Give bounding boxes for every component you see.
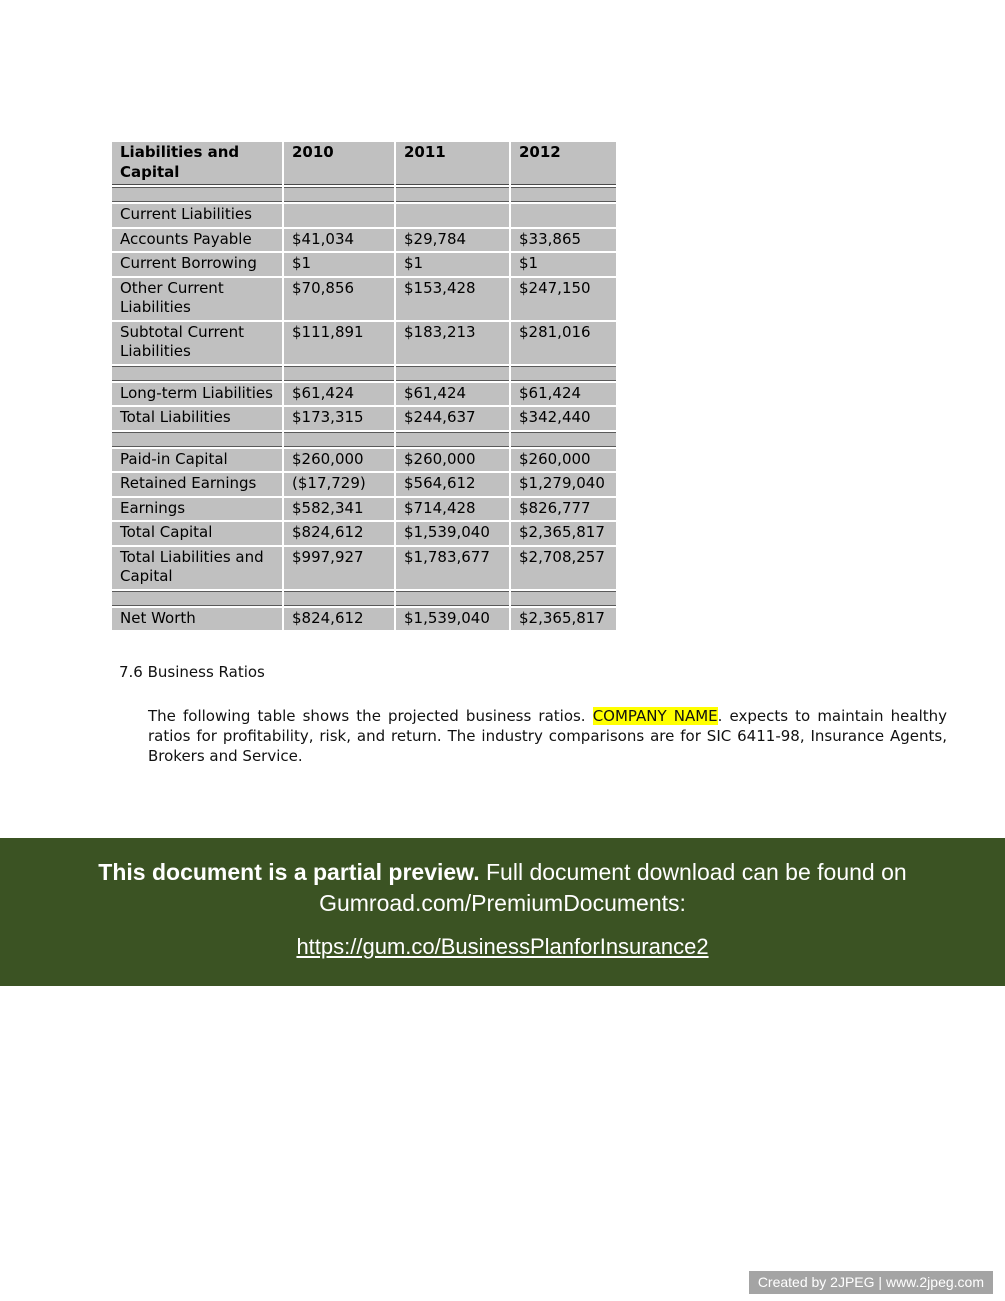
table-cell: $2,708,257 [511, 547, 616, 589]
table-cell [511, 366, 616, 381]
table-cell [284, 432, 394, 447]
table-cell: $260,000 [396, 449, 509, 472]
table-cell: $824,612 [284, 608, 394, 631]
table-row [112, 322, 616, 364]
table-cell: Long-term Liabilities [112, 383, 282, 406]
table-cell: Retained Earnings [112, 473, 282, 496]
table-cell: Other Current Liabilities [112, 278, 282, 320]
business-ratios-heading: 7.6 Business Ratios [119, 663, 265, 681]
table-cell: $247,150 [511, 278, 616, 320]
table-header-row [112, 142, 616, 185]
table-cell [511, 591, 616, 606]
table-cell [396, 366, 509, 381]
table-cell [396, 432, 509, 447]
table-row [112, 608, 616, 631]
table-cell [396, 204, 509, 227]
table-row [112, 473, 616, 496]
table-cell: Accounts Payable [112, 229, 282, 252]
table-cell: $582,341 [284, 498, 394, 521]
table-row [112, 522, 616, 545]
table-cell: Total Liabilities [112, 407, 282, 430]
table-row [112, 498, 616, 521]
business-ratios-paragraph [148, 706, 947, 766]
table-cell [284, 366, 394, 381]
table-cell: $153,428 [396, 278, 509, 320]
table-cell: $826,777 [511, 498, 616, 521]
table-cell: $111,891 [284, 322, 394, 364]
table-cell: $824,612 [284, 522, 394, 545]
table-cell: $2,365,817 [511, 522, 616, 545]
table-cell: Earnings [112, 498, 282, 521]
table-cell: $1 [284, 253, 394, 276]
table-cell: $281,016 [511, 322, 616, 364]
table-cell [112, 187, 282, 202]
table-cell: $33,865 [511, 229, 616, 252]
table-cell: $29,784 [396, 229, 509, 252]
table-cell [112, 366, 282, 381]
paragraph-text-after: . expects to maintain healthy ratios for profitability, risk, and return. The industry comparisons are for SIC 6411-98, Insurance Agents, Brokers and Service. [148, 707, 948, 765]
table-cell: $61,424 [511, 383, 616, 406]
paragraph-text-before: The following table shows the projected business ratios. [148, 707, 593, 725]
table-spacer-row [112, 591, 616, 606]
table-row [112, 278, 616, 320]
table-cell: $1,783,677 [396, 547, 509, 589]
table-header-2012: 2012 [511, 142, 616, 185]
table-cell: $260,000 [284, 449, 394, 472]
table-cell: $714,428 [396, 498, 509, 521]
table-cell: Current Liabilities [112, 204, 282, 227]
table-header-label: Liabilities and Capital [112, 142, 282, 185]
table-cell: $260,000 [511, 449, 616, 472]
table-row [112, 204, 616, 227]
table-cell: Current Borrowing [112, 253, 282, 276]
table-cell [284, 204, 394, 227]
table-cell: $997,927 [284, 547, 394, 589]
table-cell: Total Liabilities and Capital [112, 547, 282, 589]
table-cell [511, 187, 616, 202]
table-cell: Total Capital [112, 522, 282, 545]
table-spacer-row [112, 366, 616, 381]
table-cell: $1 [396, 253, 509, 276]
table-cell: Paid-in Capital [112, 449, 282, 472]
table-cell: $564,612 [396, 473, 509, 496]
table-cell: $173,315 [284, 407, 394, 430]
table-row [112, 407, 616, 430]
table-cell: $183,213 [396, 322, 509, 364]
watermark-credit: Created by 2JPEG | www.2jpeg.com [749, 1271, 993, 1294]
company-name-highlight: COMPANY NAME [592, 707, 718, 725]
preview-banner-normal-text: Full document download can be found on Gumroad.com/PremiumDocuments: [319, 859, 907, 916]
table-cell: $41,034 [284, 229, 394, 252]
table-cell: $2,365,817 [511, 608, 616, 631]
table-cell [284, 187, 394, 202]
table-cell: $70,856 [284, 278, 394, 320]
table-header-2011: 2011 [396, 142, 509, 185]
table-cell: $342,440 [511, 407, 616, 430]
table-cell [511, 204, 616, 227]
table-cell: $1,539,040 [396, 608, 509, 631]
table-row [112, 449, 616, 472]
preview-banner-text [83, 838, 923, 962]
table-cell: ($17,729) [284, 473, 394, 496]
table-cell [284, 591, 394, 606]
table-row [112, 383, 616, 406]
preview-banner [0, 838, 1005, 986]
table-cell: $244,637 [396, 407, 509, 430]
table-cell [112, 432, 282, 447]
liabilities-capital-table [110, 140, 618, 632]
table-cell [112, 591, 282, 606]
table-row [112, 229, 616, 252]
table-cell: $1,279,040 [511, 473, 616, 496]
table-row [112, 547, 616, 589]
table-spacer-row [112, 432, 616, 447]
table-header-2010: 2010 [284, 142, 394, 185]
gumroad-link[interactable]: https://gum.co/BusinessPlanforInsurance2 [296, 934, 709, 959]
table-cell: Net Worth [112, 608, 282, 631]
table-cell: $1 [511, 253, 616, 276]
table-cell [511, 432, 616, 447]
table-cell: Subtotal Current Liabilities [112, 322, 282, 364]
preview-banner-bold-text: This document is a partial preview. [98, 859, 480, 885]
table-row [112, 253, 616, 276]
table-cell: $61,424 [396, 383, 509, 406]
table-cell [396, 187, 509, 202]
table-cell [396, 591, 509, 606]
table-cell: $61,424 [284, 383, 394, 406]
table-spacer-row [112, 187, 616, 202]
table-cell: $1,539,040 [396, 522, 509, 545]
